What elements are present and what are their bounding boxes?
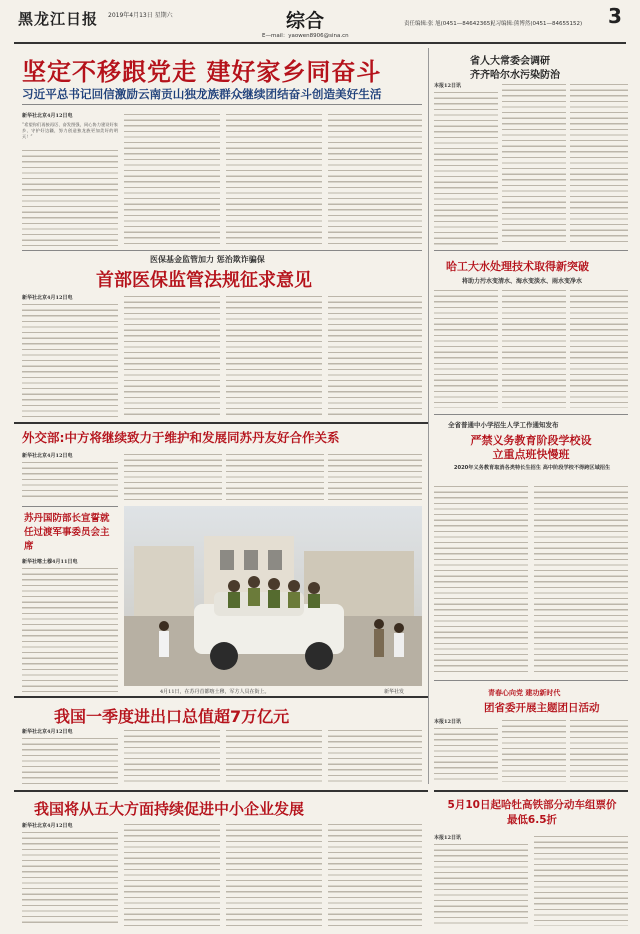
- sme-headline: 我国将从五大方面持续促进中小企业发展: [34, 800, 305, 818]
- water-rule: [434, 250, 628, 251]
- youth-byline: 本报12日讯: [434, 719, 461, 725]
- photo-caption: 4月11日，在苏丹首都喀土穆，军方人员在街上。: [160, 689, 270, 695]
- kunming-column-2: [502, 82, 566, 246]
- water-subhead: 将助力污水变清水、海水变淡水、雨水变净水: [462, 278, 583, 285]
- sudan2-column: [22, 566, 118, 692]
- sec2-kicker: 医保基金监管加力 惩治欺诈骗保: [150, 255, 265, 264]
- sec2-byline: 新华社北京4月12日电: [22, 295, 73, 301]
- news-photo: [124, 506, 422, 686]
- photo-credit: 新华社发: [384, 689, 405, 695]
- proof-line: 见习编辑:熊博然(0451—84655152): [490, 21, 583, 27]
- section-title: 综合: [286, 10, 325, 32]
- date-line: 2019年4月13日 星期六: [108, 12, 173, 19]
- teachers-rule: [434, 414, 628, 415]
- trade-column-4: [328, 728, 422, 784]
- kunming-headline: 齐齐哈尔水污染防治: [470, 70, 560, 81]
- teachers-kicker: 全省普通中小学招生人学工作通知发布: [448, 421, 559, 429]
- trade-byline: 新华社北京4月12日电: [22, 729, 73, 735]
- masthead-rule: [14, 42, 626, 44]
- sudan2-headline: 苏丹国防部长宣誓就任过渡军事委员会主席: [24, 513, 110, 552]
- sudan-headline: 外交部:中方将继续致力于维护和发展同苏丹友好合作关系: [22, 430, 340, 445]
- sec2-column-3: [226, 294, 322, 418]
- youth-kicker: 青春心向党 建功新时代: [488, 689, 561, 697]
- lead-headline: 坚定不移跟党走 建好家乡同奋斗: [22, 58, 382, 86]
- sme-column-1: [22, 830, 118, 926]
- right-column-divider: [428, 48, 429, 784]
- kunming-column-3: [570, 82, 628, 246]
- water-headline: 哈工大水处理技术取得新突破: [446, 260, 589, 273]
- lead-body: “希望你们再接再厉、奋发图强，同心协力建设好家乡、守护好边疆，努力创造独龙族更加美好的明天！”: [22, 122, 118, 139]
- rail-column-2: [534, 834, 628, 926]
- teachers-column-2: [534, 484, 628, 674]
- teachers-headline: 严禁义务教育阶段学校设立重点班快慢班: [470, 434, 592, 461]
- sudan-column-2: [124, 452, 222, 500]
- page-number: 3: [608, 4, 622, 28]
- masthead: [0, 0, 640, 44]
- sudan-column-1: [22, 460, 118, 500]
- sme-column-3: [226, 822, 322, 926]
- lead-column-4: [328, 112, 422, 246]
- sec2-rule: [22, 250, 422, 251]
- trade-rule: [14, 696, 428, 698]
- sudan-column-3: [226, 452, 324, 500]
- kunming-kicker: 省人大常委会调研: [470, 56, 550, 67]
- sec2-column-1: [22, 302, 118, 418]
- youth-column-3: [570, 718, 628, 782]
- youth-headline: 团省委开展主题团日活动: [484, 702, 600, 714]
- trade-headline: 我国一季度进出口总值超7万亿元: [54, 707, 290, 726]
- water-column-2: [502, 288, 566, 408]
- rail-rule: [434, 790, 628, 792]
- kunming-byline: 本报12日讯: [434, 83, 461, 89]
- youth-rule: [434, 680, 628, 681]
- sudan-rule: [14, 422, 428, 424]
- lead-rule: [22, 104, 422, 105]
- sec2-column-4: [328, 294, 422, 418]
- sme-column-2: [124, 822, 220, 926]
- sudan2-rule: [22, 506, 118, 507]
- lead-subhead: 习近平总书记回信激励云南贡山独龙族群众继续团结奋斗创造美好生活: [22, 87, 382, 101]
- trade-column-1: [22, 736, 118, 784]
- email-line: E—mail：yaowen8906@sina.cn: [262, 33, 349, 39]
- sme-column-4: [328, 822, 422, 926]
- sudan-column-4: [328, 452, 422, 500]
- teachers-column-1: [434, 484, 528, 674]
- water-column-3: [570, 288, 628, 408]
- teachers-subhead: 2020年义务教育取消各类特长生招生 高中阶段学校不得跨区域招生: [453, 465, 611, 471]
- trade-column-3: [226, 728, 322, 784]
- sec2-column-2: [124, 294, 220, 418]
- sudan-byline: 新华社北京4月12日电: [22, 453, 73, 459]
- sec2-headline: 首部医保监管法规征求意见: [96, 270, 312, 291]
- sudan2-byline: 新华社喀土穆4月11日电: [22, 559, 78, 565]
- editor-line: 责任编辑:张 旭(0451—84642365): [404, 21, 493, 27]
- lead-column-3: [226, 112, 322, 246]
- rail-byline: 本报12日讯: [434, 835, 461, 841]
- sme-byline: 新华社北京4月12日电: [22, 823, 73, 829]
- lead-column-1: [22, 148, 118, 246]
- trade-column-2: [124, 728, 220, 784]
- paper-name: 黑龙江日报: [18, 10, 99, 28]
- sme-rule: [14, 790, 428, 792]
- lead-column-2: [124, 112, 220, 246]
- youth-column-1: [434, 726, 498, 782]
- rail-headline: 5月10日起哈牡高铁部分动车组票价最低6.5折: [447, 799, 617, 826]
- kunming-column-1: [434, 90, 498, 246]
- lead-byline: 新华社北京4月12日电: [22, 113, 73, 119]
- water-column-1: [434, 288, 498, 408]
- youth-column-2: [502, 718, 566, 782]
- rail-column-1: [434, 842, 528, 926]
